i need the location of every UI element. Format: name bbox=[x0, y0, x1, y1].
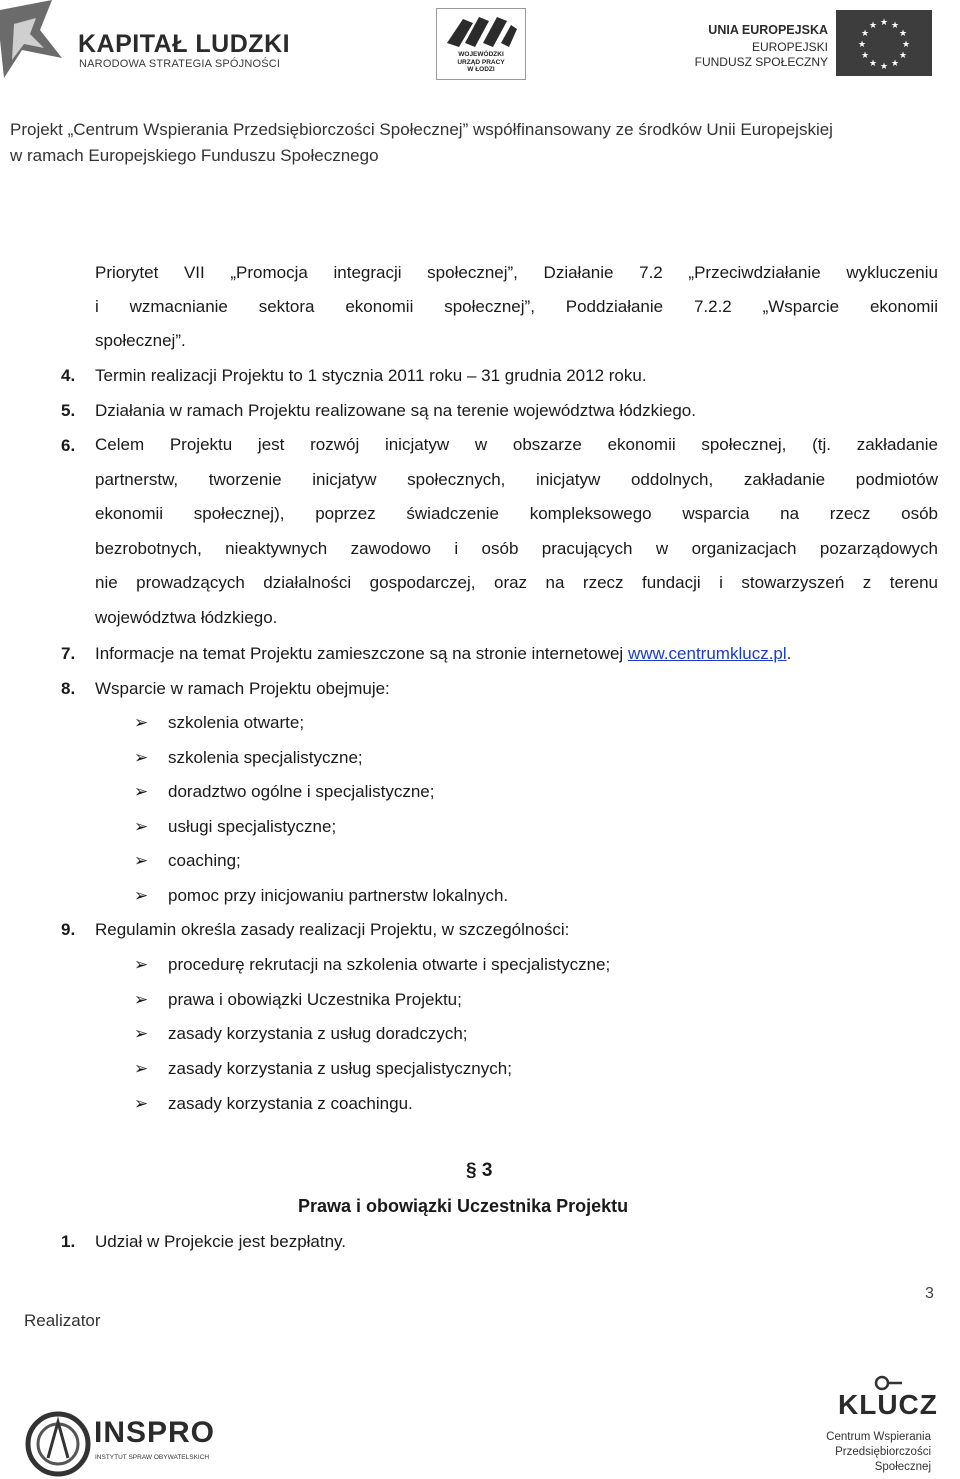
item-6-line: bezrobotnych, nieaktywnych zawodowo i osób pracujących w organizacjach pozarządowych bbox=[95, 539, 938, 558]
svg-text:★: ★ bbox=[879, 18, 889, 28]
project-line-1: Projekt „Centrum Wspierania Przedsiębiorczości Społecznej” współfinansowany ze środków Unii Europejskiej bbox=[10, 120, 833, 139]
svg-text:★: ★ bbox=[860, 51, 870, 61]
item-text: Termin realizacji Projektu to 1 stycznia 2011 roku – 31 grudnia 2012 roku. bbox=[95, 366, 647, 385]
intro-line-1: Priorytet VII „Promocja integracji społecznej”, Działanie 7.2 „Przeciwdziałanie wykluczeniu bbox=[95, 263, 938, 282]
klucz-subtitle-line: Centrum Wspierania bbox=[826, 1431, 931, 1443]
item-6-line: nie prowadzących działalności gospodarczej, oraz na rzecz fundacji i stowarzyszeń z terenu bbox=[95, 573, 938, 592]
inspro-subtitle: INSTYTUT SPRAW OBYWATELSKICH bbox=[95, 1454, 210, 1461]
intro-line-2: i wzmacnianie sektora ekonomii społecznej”, Poddziałanie 7.2.2 „Wsparcie ekonomii bbox=[95, 297, 938, 316]
klucz-subtitle-line: Społecznej bbox=[874, 1461, 931, 1473]
svg-text:★: ★ bbox=[868, 21, 878, 31]
star-icon bbox=[0, 0, 70, 78]
eu-logo bbox=[690, 10, 932, 80]
list-item: ➢ pomoc przy inicjowaniu partnerstw lokalnych. bbox=[134, 886, 509, 905]
list-item: ➢ zasady korzystania z usług doradczych; bbox=[134, 1024, 468, 1043]
list-item: ➢ zasady korzystania z usług specjalistycznych; bbox=[134, 1059, 512, 1078]
page-number: 3 bbox=[925, 1285, 934, 1302]
item-text: Regulamin określa zasady realizacji Projektu, w szczególności: bbox=[95, 920, 570, 939]
item-6-line: ekonomii społecznej), poprzez świadczenie kompleksowego wsparcia na rzecz osób bbox=[95, 504, 938, 523]
item-number: 4. bbox=[61, 366, 76, 385]
svg-text:★: ★ bbox=[898, 51, 908, 61]
item-6-line: województwa łódzkiego. bbox=[95, 608, 278, 627]
item-7-text: Informacje na temat Projektu zamieszczone są na stronie internetowej bbox=[95, 644, 628, 663]
svg-text:★: ★ bbox=[857, 40, 867, 50]
inspro-logo bbox=[24, 1408, 216, 1478]
item-6-line: partnerstw, tworzenie inicjatyw społecznych, inicjatyw oddolnych, zakładanie podmiotów bbox=[95, 470, 938, 489]
item-7-period: . bbox=[786, 644, 792, 663]
arrow-bullet-icon: ➢ bbox=[134, 955, 149, 974]
list-item: ➢ coaching; bbox=[134, 851, 241, 870]
list-item: ➢ szkolenia specjalistyczne; bbox=[134, 748, 363, 767]
kapital-ludzki-subtitle: NARODOWA STRATEGIA SPÓJNOŚCI bbox=[79, 58, 281, 70]
klucz-subtitle-line: Przedsiębiorczości bbox=[835, 1446, 931, 1458]
item-text bbox=[95, 644, 791, 664]
list-item: ➢ prawa i obowiązki Uczestnika Projektu; bbox=[134, 990, 462, 1009]
section-title: Prawa i obowiązki Uczestnika Projektu bbox=[298, 1196, 629, 1216]
hands-icon bbox=[443, 13, 519, 49]
svg-text:★: ★ bbox=[879, 62, 889, 72]
list-item: ➢ usługi specjalistyczne; bbox=[134, 817, 337, 836]
arrow-bullet-icon: ➢ bbox=[134, 1059, 149, 1078]
arrow-bullet-icon: ➢ bbox=[134, 817, 149, 836]
intro-line-3: społecznej”. bbox=[95, 331, 186, 350]
arrow-bullet-icon: ➢ bbox=[134, 713, 149, 732]
list-item: ➢ zasady korzystania z coachingu. bbox=[134, 1094, 413, 1113]
item-text: Działania w ramach Projektu realizowane są na terenie województwa łódzkiego. bbox=[95, 401, 696, 420]
arrow-bullet-icon: ➢ bbox=[134, 851, 149, 870]
arrow-bullet-icon: ➢ bbox=[134, 1094, 149, 1113]
eu-flag-icon bbox=[836, 10, 932, 76]
list-item: ➢ doradztwo ogólne i specjalistyczne; bbox=[134, 782, 435, 801]
eu-line3: FUNDUSZ SPOŁECZNY bbox=[694, 55, 828, 69]
list-item: ➢ szkolenia otwarte; bbox=[134, 713, 305, 732]
eu-line2: EUROPEJSKI bbox=[751, 40, 828, 54]
item-number: 5. bbox=[61, 401, 76, 420]
inspro-name: INSPRO bbox=[94, 1416, 216, 1449]
arrow-bullet-icon: ➢ bbox=[134, 886, 149, 905]
svg-text:★: ★ bbox=[898, 29, 908, 39]
item-number: 8. bbox=[61, 679, 76, 698]
item-text: Wsparcie w ramach Projektu obejmuje: bbox=[95, 679, 390, 698]
list-item: ➢ procedurę rekrutacji na szkolenia otwarte i specjalistyczne; bbox=[134, 955, 611, 974]
wup-lodz-logo bbox=[436, 8, 526, 80]
svg-text:★: ★ bbox=[868, 59, 878, 69]
svg-text:★: ★ bbox=[901, 40, 911, 50]
item-text: Udział w Projekcie jest bezpłatny. bbox=[95, 1232, 347, 1251]
item-number: 6. bbox=[61, 436, 76, 455]
arrow-bullet-icon: ➢ bbox=[134, 990, 149, 1009]
svg-text:★: ★ bbox=[860, 29, 870, 39]
item-number: 7. bbox=[61, 644, 76, 663]
kapital-ludzki-title: KAPITAŁ LUDZKI bbox=[78, 30, 291, 58]
eu-line1: UNIA EUROPEJSKA bbox=[708, 23, 828, 37]
klucz-name: KLUCZ bbox=[838, 1389, 938, 1420]
svg-text:★: ★ bbox=[890, 21, 900, 31]
section-sign: § 3 bbox=[466, 1160, 493, 1181]
arrow-bullet-icon: ➢ bbox=[134, 782, 149, 801]
arrow-bullet-icon: ➢ bbox=[134, 748, 149, 767]
arrow-bullet-icon: ➢ bbox=[134, 1024, 149, 1043]
klucz-logo bbox=[818, 1375, 938, 1475]
website-link[interactable]: www.centrumklucz.pl bbox=[627, 644, 787, 663]
realizator-label: Realizator bbox=[24, 1311, 101, 1330]
wup-lodz-label: WOJEWÓDZKI URZĄD PRACY W ŁODZI bbox=[457, 51, 505, 73]
svg-text:★: ★ bbox=[890, 59, 900, 69]
item-6-line: Celem Projektu jest rozwój inicjatyw w obszarze ekonomii społecznej, (tj. zakładanie bbox=[95, 435, 938, 454]
project-line-2: w ramach Europejskiego Funduszu Społecznego bbox=[10, 146, 379, 165]
item-number: 1. bbox=[61, 1232, 76, 1251]
item-number: 9. bbox=[61, 920, 76, 939]
kapital-ludzki-logo bbox=[0, 0, 300, 80]
